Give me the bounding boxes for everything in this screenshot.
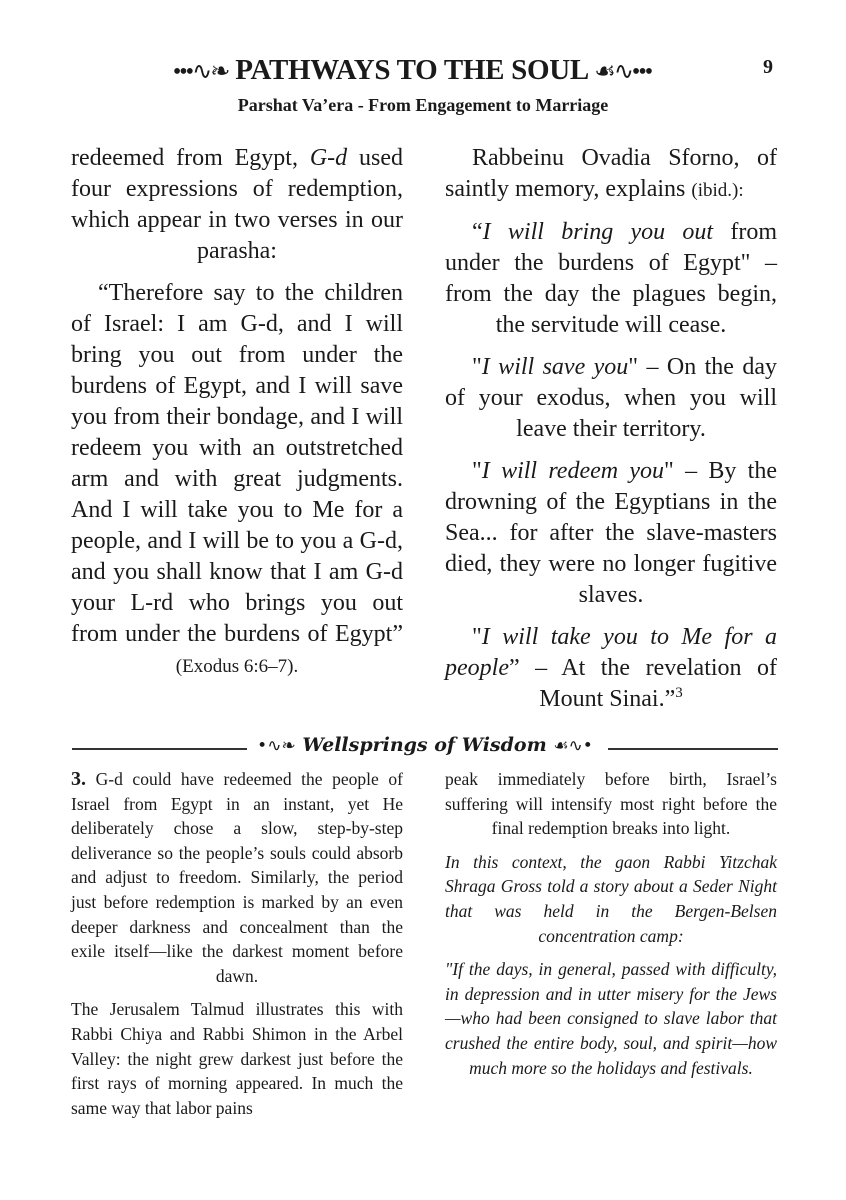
citation: (ibid.): — [691, 180, 744, 201]
footnote-number: 3. — [71, 768, 86, 790]
scripture-quote: “Therefore say to the children of Israel: I am G-d, and I will bring you out from under the burdens of Egypt, and I will save you from their bondage, and I will redeem you with an outstretched arm and with great judgments. And I will take you to Me for a people, and I will be to you a G-d, and you shall know that I am G-d your L-rd who brings you out from under the burdens of Egypt” (Exodus 6:6–7). — [71, 280, 403, 677]
footnote-column-left — [71, 767, 403, 1129]
running-header — [0, 52, 846, 92]
main-column-right — [445, 143, 777, 726]
commentary-item: "I will save you" – On the day of your exodus, when you will leave their territory. — [445, 354, 777, 442]
footnote-column-right — [445, 767, 777, 1089]
footnote-paragraph: "If the days, in general, passed with difficulty, in depression and in utter misery for the Jews—who had been consigned to slave labor that crushed the entire body, soul, and spirit—how much more so the holidays and festivals. — [445, 959, 777, 1078]
footnote-paragraph: peak immediately before birth, Israel’s suffering will intensify most right before the final redemption breaks into light. — [445, 769, 777, 839]
page-number: 9 — [763, 56, 773, 78]
commentary-item: "I will take you to Me for a people” – At the revelation of Mount Sinai.”$^3$ — [445, 624, 777, 712]
book-title — [132, 52, 692, 90]
ornament-right-icon: ☙∿• — [553, 736, 593, 756]
chapter-subtitle: Parshat Va’era - From Engagement to Marriage — [237, 95, 609, 115]
section-divider — [72, 734, 778, 761]
footnote-paragraph: In this context, the gaon Rabbi Yitzchak Shraga Gross told a story about a Seder Night that was held in the Bergen-Belsen concentration camp: — [445, 851, 777, 946]
book-title-text: PATHWAYS TO THE SOUL — [235, 54, 588, 86]
paragraph: Rabbeinu Ovadia Sforno, of saintly memory, explains (ibid.): — [445, 145, 777, 202]
commentary-item: "I will redeem you" – By the drowning of the Egyptians in the Sea... for after the slave-masters died, they were no longer fugitive slaves. — [445, 458, 777, 608]
footnote-paragraph: The Jerusalem Talmud illustrates this with Rabbi Chiya and Rabbi Shimon in the Arbel Valley: the night grew darkest just before the first rays of morning appeared. In much the same way that labor pains — [71, 999, 403, 1118]
main-column-left — [71, 143, 403, 693]
divider-label: •∿❧ Wellsprings of Wisdom ☙∿• — [257, 734, 593, 756]
ornament-right-icon: ☙∿••• — [594, 57, 652, 85]
citation: (Exodus 6:6–7). — [175, 656, 299, 677]
ornament-left-icon: •∿❧ — [257, 736, 296, 756]
ornament-left-icon: •••∿❧ — [172, 57, 229, 85]
commentary-item: “I will bring you out from under the burdens of Egypt" – from the day the plagues begin, the servitude will cease. — [445, 219, 777, 338]
paragraph: redeemed from Egypt, G-d used four expressions of redemption, which appear in two verses in our parasha: — [71, 145, 404, 264]
footnote-paragraph: 3. G-d could have redeemed the people of Israel from Egypt in an instant, yet He deliberately chose a slow, step-by-step deliverance so the people’s souls could absorb and adjust to freedom. Similarly, the period just before redemption is marked by an even deeper darkness and concealment than the exile itself—like the darkest moment before dawn. — [71, 768, 403, 986]
footnote-reference[interactable]: 3 — [675, 685, 683, 701]
